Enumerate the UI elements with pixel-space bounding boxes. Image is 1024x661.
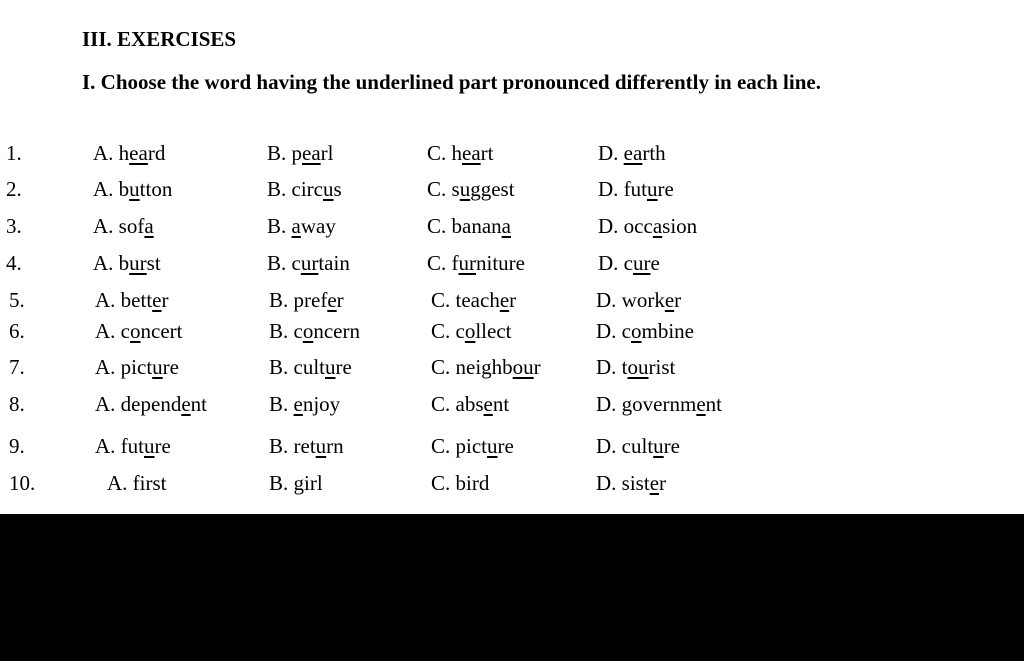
option-b[interactable]: [269, 288, 344, 313]
word-part: governm: [621, 392, 697, 416]
underlined-part: u: [323, 177, 334, 201]
question-number: 4.: [6, 251, 22, 275]
question-number: 10.: [9, 471, 36, 495]
underlined-part: a: [291, 214, 301, 238]
underlined-part: u: [459, 177, 471, 201]
option-letter: B.: [267, 251, 292, 275]
word-part: c: [621, 319, 631, 343]
option-b[interactable]: [269, 355, 352, 380]
word-part: rn: [326, 434, 344, 458]
option-d[interactable]: [596, 355, 675, 380]
option-letter: C.: [427, 214, 452, 238]
option-d[interactable]: [596, 288, 681, 313]
option-letter: A.: [107, 471, 133, 495]
underlined-part: e: [483, 392, 493, 416]
option-a[interactable]: [95, 355, 179, 380]
question-number: 5.: [9, 288, 25, 312]
option-c[interactable]: [431, 288, 516, 313]
option-letter: D.: [596, 434, 622, 458]
word-part: r: [161, 288, 169, 312]
option-letter: C.: [431, 355, 456, 379]
option-b[interactable]: [267, 141, 334, 166]
underlined-part: u: [152, 355, 163, 379]
option-d[interactable]: [596, 471, 666, 496]
option-d[interactable]: [596, 392, 722, 417]
word-part: re: [497, 434, 514, 458]
option-letter: A.: [95, 319, 121, 343]
underlined-part: e: [696, 392, 706, 416]
word-part: bird: [455, 471, 490, 495]
word-part: r: [509, 288, 517, 312]
option-letter: C.: [427, 177, 452, 201]
underlined-part: ea: [302, 141, 321, 165]
option-letter: D.: [598, 141, 624, 165]
option-letter: A.: [95, 392, 121, 416]
option-c[interactable]: [427, 177, 515, 202]
word-part: st: [146, 251, 161, 275]
underlined-part: u: [647, 177, 658, 201]
option-c[interactable]: [431, 471, 489, 496]
word-part: b: [118, 251, 130, 275]
word-part: c: [120, 319, 130, 343]
underlined-part: e: [499, 288, 510, 312]
option-letter: D.: [596, 288, 622, 312]
word-part: mbine: [641, 319, 694, 343]
option-letter: B.: [269, 319, 294, 343]
word-part: t: [621, 355, 628, 379]
word-part: s: [451, 177, 460, 201]
word-part: nt: [705, 392, 722, 416]
word-part: tton: [139, 177, 173, 201]
underlined-part: ea: [129, 141, 148, 165]
underlined-part: ur: [458, 251, 477, 275]
word-part: first: [132, 471, 167, 495]
word-part: ncern: [313, 319, 360, 343]
question-number: 2.: [6, 177, 22, 201]
underlined-part: ea: [462, 141, 481, 165]
option-b[interactable]: [267, 214, 336, 239]
option-b[interactable]: [269, 434, 344, 459]
word-part: r: [674, 288, 682, 312]
word-part: niture: [476, 251, 525, 275]
word-part: re: [663, 434, 680, 458]
underlined-part: a: [652, 214, 663, 238]
option-a[interactable]: [95, 319, 182, 344]
underlined-part: o: [464, 319, 476, 343]
word-part: h: [118, 141, 130, 165]
question-number: 6.: [9, 319, 25, 343]
question-number: 9.: [9, 434, 25, 458]
underlined-part: e: [181, 392, 191, 416]
option-a[interactable]: [95, 392, 207, 417]
word-part: r: [659, 471, 667, 495]
underlined-part: u: [144, 434, 155, 458]
option-letter: D.: [596, 319, 622, 343]
option-letter: A.: [95, 355, 121, 379]
option-a[interactable]: [95, 434, 171, 459]
word-part: work: [621, 288, 665, 312]
word-part: sof: [118, 214, 145, 238]
option-letter: D.: [596, 392, 622, 416]
option-b[interactable]: [267, 177, 342, 202]
underlined-part: ou: [627, 355, 649, 379]
underlined-part: e: [664, 288, 675, 312]
word-part: llect: [475, 319, 512, 343]
option-letter: B.: [269, 392, 294, 416]
word-part: rl: [320, 141, 334, 165]
word-part: re: [154, 434, 171, 458]
option-letter: A.: [93, 251, 119, 275]
underlined-part: ur: [300, 251, 319, 275]
word-part: h: [451, 141, 463, 165]
option-d[interactable]: [596, 319, 694, 344]
word-part: pict: [455, 434, 488, 458]
option-a[interactable]: [93, 177, 172, 202]
option-a[interactable]: [93, 141, 165, 166]
option-b[interactable]: [267, 251, 350, 276]
underlined-part: e: [649, 471, 660, 495]
question-number: 1.: [6, 141, 22, 165]
word-part: njoy: [302, 392, 341, 416]
option-letter: D.: [598, 177, 624, 201]
word-part: nt: [190, 392, 207, 416]
option-letter: C.: [431, 471, 456, 495]
option-b[interactable]: [269, 319, 360, 344]
option-letter: D.: [598, 214, 624, 238]
option-letter: B.: [267, 177, 292, 201]
question-number: 8.: [9, 392, 25, 416]
option-letter: B.: [269, 471, 294, 495]
option-a[interactable]: [95, 288, 169, 313]
word-part: rd: [147, 141, 166, 165]
option-b[interactable]: [269, 471, 323, 496]
word-part: c: [291, 251, 301, 275]
word-part: abs: [455, 392, 484, 416]
option-letter: D.: [598, 251, 624, 275]
word-part: ggest: [470, 177, 515, 201]
underlined-part: o: [631, 319, 642, 343]
option-letter: A.: [93, 214, 119, 238]
underlined-part: o: [302, 319, 314, 343]
option-letter: A.: [95, 288, 121, 312]
option-letter: B.: [269, 288, 294, 312]
underlined-part: o: [130, 319, 141, 343]
option-d[interactable]: [598, 214, 697, 239]
word-part: r: [336, 288, 344, 312]
word-part: p: [291, 141, 303, 165]
option-a[interactable]: [107, 471, 167, 496]
option-letter: B.: [267, 214, 292, 238]
option-c[interactable]: [431, 392, 509, 417]
option-d[interactable]: [598, 141, 666, 166]
underlined-part: u: [129, 177, 140, 201]
word-part: e: [650, 251, 660, 275]
option-letter: C.: [431, 392, 456, 416]
underlined-part: u: [487, 434, 498, 458]
word-part: f: [451, 251, 459, 275]
underlined-part: u: [315, 434, 327, 458]
option-d[interactable]: [598, 177, 674, 202]
word-part: ncert: [140, 319, 183, 343]
word-part: c: [293, 319, 303, 343]
underlined-part: ou: [512, 355, 534, 379]
option-b[interactable]: [269, 392, 340, 417]
underlined-part: e: [293, 392, 303, 416]
underlined-part: ur: [129, 251, 147, 275]
option-d[interactable]: [598, 251, 660, 276]
word-part: s: [333, 177, 342, 201]
option-letter: D.: [596, 355, 622, 379]
word-part: pref: [293, 288, 328, 312]
underlined-part: a: [144, 214, 154, 238]
word-part: tain: [318, 251, 350, 275]
underlined-part: u: [325, 355, 336, 379]
word-part: occ: [623, 214, 653, 238]
option-c[interactable]: [427, 214, 511, 239]
word-part: c: [623, 251, 633, 275]
word-part: r: [533, 355, 541, 379]
question-number: 7.: [9, 355, 25, 379]
word-part: way: [300, 214, 336, 238]
option-c[interactable]: [427, 141, 494, 166]
word-part: sion: [662, 214, 698, 238]
word-part: fut: [623, 177, 647, 201]
underlined-part: e: [327, 288, 337, 312]
option-letter: A.: [93, 141, 119, 165]
underlined-part: ur: [633, 251, 651, 275]
option-letter: C.: [427, 141, 452, 165]
option-letter: C.: [427, 251, 452, 275]
word-part: c: [455, 319, 465, 343]
option-letter: A.: [95, 434, 121, 458]
option-letter: D.: [596, 471, 622, 495]
underlined-part: e: [152, 288, 162, 312]
underlined-part: a: [501, 214, 511, 238]
black-bar: [0, 514, 1024, 661]
underlined-part: u: [653, 434, 664, 458]
word-part: b: [118, 177, 130, 201]
option-a[interactable]: [93, 251, 161, 276]
word-part: pict: [120, 355, 153, 379]
option-letter: C.: [431, 319, 456, 343]
word-part: re: [162, 355, 179, 379]
word-part: cult: [621, 434, 654, 458]
word-part: nt: [492, 392, 510, 416]
word-part: bett: [120, 288, 153, 312]
word-part: rist: [648, 355, 676, 379]
instruction-text: I. Choose the word having the underlined part pronounced differently in each line.: [82, 70, 821, 94]
word-part: teach: [455, 288, 500, 312]
underlined-part: ea: [623, 141, 643, 165]
option-letter: A.: [93, 177, 119, 201]
word-part: depend: [120, 392, 182, 416]
word-part: ret: [293, 434, 316, 458]
option-c[interactable]: [431, 319, 512, 344]
word-part: rth: [642, 141, 666, 165]
option-letter: B.: [269, 434, 294, 458]
option-letter: C.: [431, 434, 456, 458]
option-a[interactable]: [93, 214, 154, 239]
word-part: re: [335, 355, 352, 379]
word-part: rt: [480, 141, 494, 165]
option-d[interactable]: [596, 434, 680, 459]
word-part: fut: [120, 434, 144, 458]
word-part: cult: [293, 355, 326, 379]
word-part: sist: [621, 471, 650, 495]
question-number: 3.: [6, 214, 22, 238]
option-c[interactable]: [431, 355, 541, 380]
option-letter: B.: [269, 355, 294, 379]
option-letter: B.: [267, 141, 292, 165]
word-part: girl: [293, 471, 323, 495]
word-part: circ: [291, 177, 323, 201]
section-title: III. EXERCISES: [82, 27, 237, 51]
option-c[interactable]: [427, 251, 525, 276]
option-letter: C.: [431, 288, 456, 312]
word-part: re: [657, 177, 674, 201]
word-part: banan: [451, 214, 502, 238]
option-c[interactable]: [431, 434, 514, 459]
word-part: neighb: [455, 355, 513, 379]
